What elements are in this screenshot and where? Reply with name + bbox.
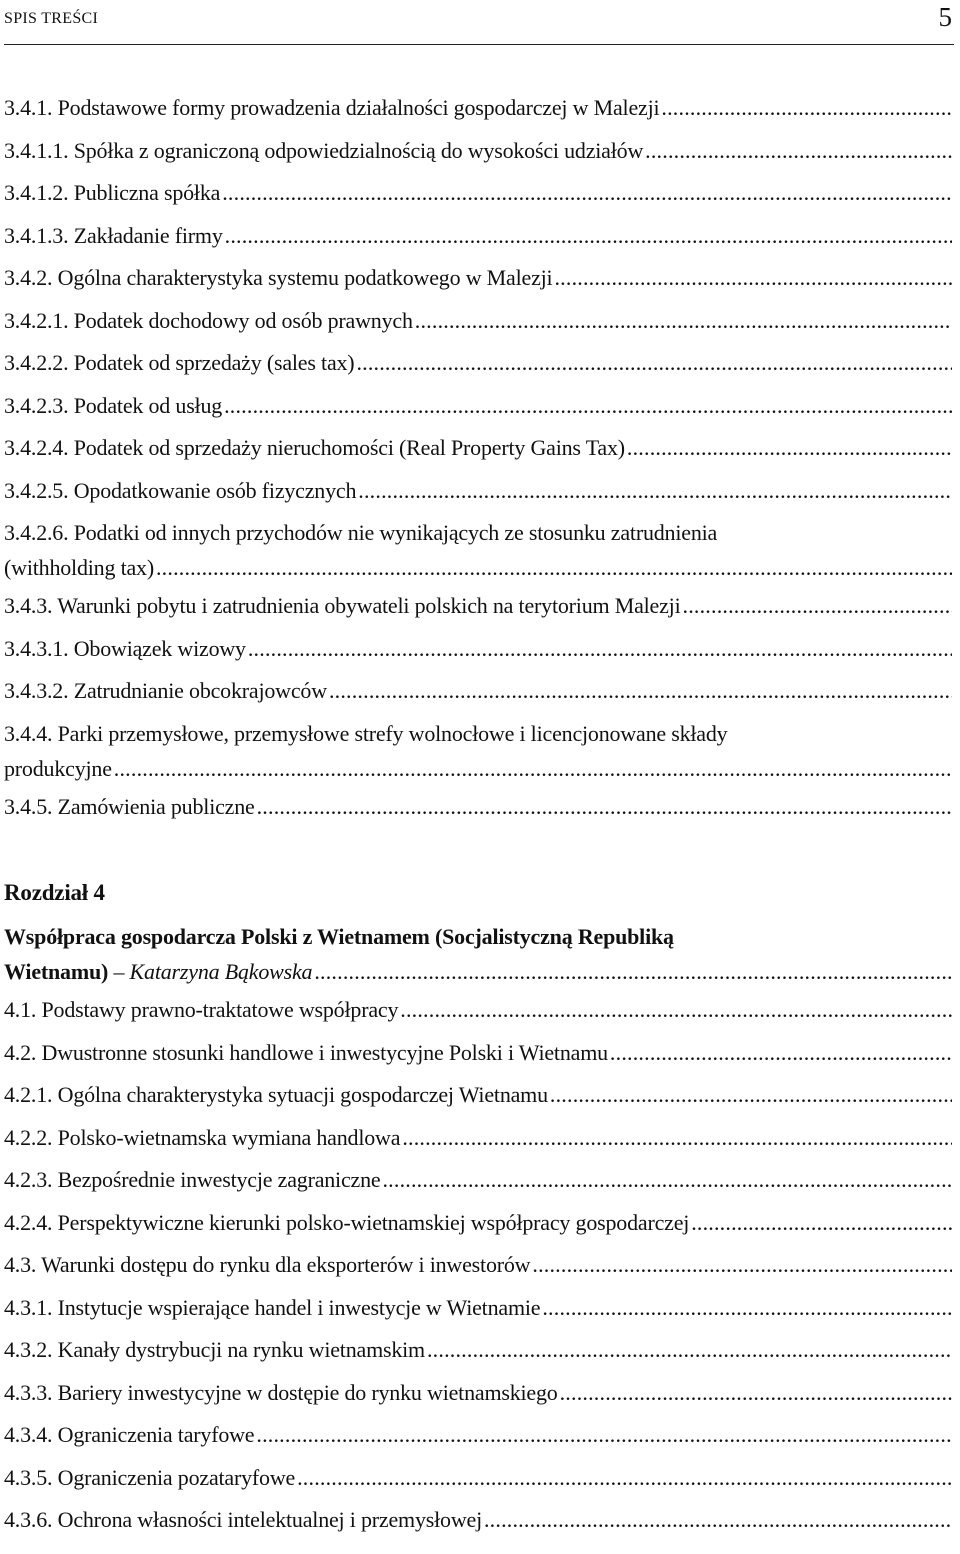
toc-entry-number: 3.4.1.2.	[4, 180, 69, 205]
toc-entry-line	[4, 133, 952, 168]
dot-leader	[154, 550, 952, 585]
toc-entry[interactable]	[4, 1120, 952, 1163]
toc-entry-line	[4, 631, 952, 666]
toc-entry-title: Podatek od usług	[73, 392, 223, 418]
toc-entry-title: Zamówienia publiczne	[57, 793, 255, 819]
toc-entry-number: 4.3.6.	[4, 1507, 53, 1532]
toc-entry-line	[4, 1247, 952, 1282]
toc-entry[interactable]	[4, 789, 952, 832]
toc-entry-number: 4.2.4.	[4, 1209, 53, 1235]
toc-entry-line	[4, 550, 952, 585]
toc-entry-text	[4, 1460, 295, 1495]
toc-entry-line	[4, 1375, 952, 1410]
toc-entry-title: Podstawowe formy prowadzenia działalności gospodarczej w Malezji	[57, 95, 660, 120]
toc-entry-line	[4, 175, 952, 210]
toc-entry-title: Podstawy prawno-traktatowe współpracy	[41, 997, 399, 1022]
dot-leader	[413, 303, 952, 338]
toc-entry-line	[4, 673, 952, 708]
toc-entry[interactable]	[4, 1205, 952, 1248]
dot-leader	[246, 631, 952, 666]
toc-entry-text	[4, 789, 255, 824]
toc-entry-line	[4, 303, 952, 338]
toc-entry-title: Parki przemysłowe, przemysłowe strefy wolnocłowe i licencjonowane składy	[57, 720, 728, 746]
toc-entry-number: 3.4.5.	[4, 793, 53, 819]
dot-leader	[689, 1205, 952, 1240]
toc-entry-number: 3.4.2.1.	[4, 307, 69, 333]
toc-entry-title: Bariery inwestycyjne w dostępie do rynku wietnamskiego	[57, 1379, 558, 1405]
dot-leader	[254, 1417, 952, 1452]
toc-entry-title: Podatki od innych przychodów nie wynikających ze stosunku zatrudnienia	[73, 520, 718, 545]
toc-entry-title: Podatek od sprzedaży (sales tax)	[73, 350, 355, 375]
dot-leader	[548, 1077, 952, 1112]
toc-entry-number: 3.4.1.	[4, 95, 53, 120]
table-of-contents	[4, 90, 952, 1545]
page-number: 5	[938, 2, 952, 32]
toc-entry-continuation: (withholding tax)	[4, 555, 154, 580]
toc-entry-text	[4, 218, 223, 253]
toc-entry[interactable]	[4, 1247, 952, 1290]
toc-entry-number: 4.3.1.	[4, 1294, 53, 1320]
toc-entry-title: Dwustronne stosunki handlowe i inwestycyjne Polski i Wietnamu	[41, 1039, 608, 1065]
toc-entry-line	[4, 1035, 952, 1070]
toc-entry-number: 4.3.2.	[4, 1337, 53, 1362]
toc-entry-line	[4, 751, 952, 786]
toc-entry-line	[4, 430, 952, 465]
dot-leader	[530, 1247, 952, 1282]
toc-entry-line	[4, 1077, 952, 1112]
dot-leader	[222, 388, 952, 423]
page-header	[4, 0, 954, 45]
toc-entry-title: Publiczna spółka	[73, 180, 221, 205]
toc-entry-text	[4, 303, 413, 338]
toc-entry-line	[4, 1290, 952, 1325]
toc-entry[interactable]	[4, 673, 952, 716]
dot-leader	[398, 992, 952, 1027]
dot-leader	[625, 430, 952, 465]
toc-entry-line	[4, 1417, 952, 1452]
dot-leader	[255, 789, 952, 824]
toc-entry-line	[4, 588, 952, 623]
toc-entry-text	[4, 388, 222, 423]
toc-section-part2	[4, 992, 952, 1545]
chapter-title-lastline	[4, 954, 952, 989]
toc-entry-line	[4, 90, 952, 125]
toc-entry-number: 4.3.5.	[4, 1464, 53, 1490]
running-header-title: SPIS TREŚCI	[4, 10, 99, 27]
toc-entry-title: Ochrona własności intelektualnej i przemysłowej	[57, 1507, 482, 1532]
toc-entry-text	[4, 751, 112, 786]
toc-entry-line	[4, 345, 952, 380]
toc-entry-line	[4, 1162, 952, 1197]
toc-entry[interactable]	[4, 1502, 952, 1545]
toc-entry-text	[4, 260, 552, 295]
toc-entry-text	[4, 550, 154, 585]
toc-entry-text	[4, 1077, 548, 1112]
toc-entry[interactable]	[4, 1460, 952, 1503]
toc-entry-text	[4, 473, 356, 508]
toc-entry[interactable]	[4, 588, 952, 631]
toc-entry-line	[4, 473, 952, 508]
dot-leader	[608, 1035, 952, 1070]
toc-entry[interactable]	[4, 260, 952, 303]
dot-leader	[112, 751, 952, 786]
toc-entry-line	[4, 789, 952, 824]
toc-entry-text	[4, 430, 625, 465]
toc-entry-first-line	[4, 515, 952, 550]
toc-entry-title: Ograniczenia taryfowe	[57, 1422, 255, 1447]
dot-leader	[558, 1375, 952, 1410]
toc-entry-title: Zakładanie firmy	[73, 222, 223, 248]
toc-entry-line	[4, 1120, 952, 1155]
dot-leader	[482, 1502, 952, 1537]
toc-entry[interactable]	[4, 388, 952, 431]
toc-entry-number: 3.4.3.2.	[4, 678, 69, 703]
toc-entry-line	[4, 388, 952, 423]
toc-entry-title: Warunki pobytu i zatrudnienia obywateli polskich na terytorium Malezji	[57, 593, 681, 618]
toc-entry-title: Instytucje wspierające handel i inwestycje w Wietnamie	[57, 1294, 541, 1320]
toc-entry-text	[4, 1205, 689, 1240]
toc-entry-title: Podatek od sprzedaży nieruchomości (Real Property Gains Tax)	[73, 435, 625, 460]
toc-entry-continuation: produkcyjne	[4, 755, 112, 781]
toc-entry-number: 4.3.4.	[4, 1422, 53, 1447]
toc-entry-text	[4, 1290, 540, 1325]
toc-entry-number: 4.2.2.	[4, 1124, 53, 1150]
dot-leader	[681, 588, 953, 623]
toc-entry-text	[4, 1035, 608, 1070]
toc-entry-title: Spółka z ograniczoną odpowiedzialnością do wysokości udziałów	[73, 137, 644, 163]
toc-entry-text	[4, 1375, 558, 1410]
chapter-title-entry	[4, 919, 952, 992]
dot-leader	[380, 1162, 952, 1197]
toc-entry-number: 3.4.1.1.	[4, 137, 69, 163]
toc-entry[interactable]	[4, 133, 952, 176]
dot-leader	[354, 345, 952, 380]
toc-entry-title: Opodatkowanie osób fizycznych	[73, 477, 357, 503]
toc-entry-text	[4, 133, 643, 168]
toc-entry[interactable]	[4, 1077, 952, 1120]
toc-entry[interactable]	[4, 716, 952, 789]
chapter-author: Katarzyna Bąkowska	[129, 959, 313, 984]
toc-entry[interactable]	[4, 473, 952, 516]
toc-entry-number: 3.4.2.6.	[4, 520, 69, 545]
toc-entry-title: Kanały dystrybucji na rynku wietnamskim	[57, 1337, 425, 1362]
toc-entry[interactable]	[4, 631, 952, 674]
toc-entry-title: Ograniczenia pozataryfowe	[57, 1464, 296, 1490]
toc-entry-number: 4.2.3.	[4, 1167, 53, 1192]
chapter-title-tail	[4, 954, 312, 989]
toc-entry-line	[4, 1460, 952, 1495]
toc-entry[interactable]	[4, 515, 952, 588]
toc-entry-title: Ogólna charakterystyka sytuacji gospodarczej Wietnamu	[57, 1082, 548, 1107]
toc-entry-text	[4, 175, 220, 210]
toc-entry-line	[4, 1502, 952, 1537]
toc-entry-number: 3.4.3.	[4, 593, 53, 618]
toc-entry[interactable]	[4, 345, 952, 388]
toc-entry-text	[4, 1332, 425, 1367]
chapter-title-line2: Wietnamu)	[4, 959, 109, 984]
toc-entry[interactable]	[4, 1290, 952, 1333]
toc-entry-number: 3.4.4.	[4, 720, 53, 746]
dot-leader	[400, 1120, 952, 1155]
toc-entry-number: 3.4.2.5.	[4, 477, 69, 503]
toc-entry[interactable]	[4, 1162, 952, 1205]
toc-entry[interactable]	[4, 1332, 952, 1375]
dot-leader	[540, 1290, 952, 1325]
dot-leader	[425, 1332, 952, 1367]
toc-entry[interactable]	[4, 1035, 952, 1078]
toc-entry[interactable]	[4, 430, 952, 473]
toc-entry-text	[4, 345, 354, 380]
toc-entry-title: Polsko-wietnamska wymiana handlowa	[57, 1124, 401, 1150]
dot-leader	[327, 673, 952, 708]
toc-entry-text	[4, 992, 398, 1027]
toc-entry-title: Obowiązek wizowy	[73, 635, 246, 661]
toc-entry-line	[4, 260, 952, 295]
toc-entry-number: 3.4.3.1.	[4, 635, 69, 661]
toc-entry[interactable]	[4, 992, 952, 1035]
toc-entry-title: Bezpośrednie inwestycje zagraniczne	[57, 1167, 381, 1192]
toc-entry-text	[4, 1417, 254, 1452]
toc-entry-number: 3.4.2.	[4, 265, 53, 290]
toc-entry-line	[4, 218, 952, 253]
toc-entry-title: Warunki dostępu do rynku dla eksporterów i inwestorów	[41, 1252, 531, 1277]
toc-entry-text	[4, 1120, 400, 1155]
toc-entry-line	[4, 992, 952, 1027]
dot-leader	[312, 954, 952, 989]
dot-leader	[356, 473, 952, 508]
toc-entry-text	[4, 1162, 380, 1197]
dot-leader	[220, 175, 952, 210]
toc-entry-title: Ogólna charakterystyka systemu podatkowego w Malezji	[57, 265, 553, 290]
toc-entry[interactable]	[4, 1375, 952, 1418]
toc-entry-number: 4.1.	[4, 997, 37, 1022]
chapter-label: Rozdział 4	[4, 880, 105, 905]
toc-entry-title: Zatrudnianie obcokrajowców	[73, 678, 327, 703]
toc-entry[interactable]	[4, 1417, 952, 1460]
toc-entry-number: 4.2.	[4, 1039, 37, 1065]
toc-entry-title: Perspektywiczne kierunki polsko-wietnamskiej współpracy gospodarczej	[57, 1209, 690, 1235]
dot-leader	[223, 218, 952, 253]
toc-entry[interactable]	[4, 218, 952, 261]
toc-entry-text	[4, 588, 681, 623]
dot-leader	[295, 1460, 952, 1495]
toc-entry-number: 3.4.2.4.	[4, 435, 69, 460]
toc-entry-number: 4.3.3.	[4, 1379, 53, 1405]
toc-entry[interactable]	[4, 90, 952, 133]
chapter-title-line1: Współpraca gospodarcza Polski z Wietnamem (Socjalistyczną Republiką	[4, 924, 674, 949]
spacer	[4, 831, 952, 875]
toc-entry-number: 3.4.2.2.	[4, 350, 69, 375]
toc-entry-number: 4.3.	[4, 1252, 37, 1277]
toc-entry-text	[4, 673, 327, 708]
dot-leader	[552, 260, 952, 295]
toc-entry-text	[4, 631, 246, 666]
toc-entry-number: 4.2.1.	[4, 1082, 53, 1107]
toc-entry-line	[4, 1332, 952, 1367]
toc-entry-line	[4, 1205, 952, 1240]
toc-entry[interactable]	[4, 175, 952, 218]
chapter-title-dash: –	[108, 959, 130, 984]
toc-section-part1	[4, 90, 952, 831]
toc-entry-text	[4, 1502, 482, 1537]
toc-entry-number: 3.4.1.3.	[4, 222, 69, 248]
toc-entry-text	[4, 90, 659, 125]
toc-entry-text	[4, 1247, 530, 1282]
dot-leader	[659, 90, 952, 125]
toc-entry[interactable]	[4, 303, 952, 346]
toc-entry-number: 3.4.2.3.	[4, 392, 69, 418]
toc-entry-title: Podatek dochodowy od osób prawnych	[73, 307, 413, 333]
toc-entry-first-line	[4, 716, 952, 751]
dot-leader	[643, 133, 952, 168]
